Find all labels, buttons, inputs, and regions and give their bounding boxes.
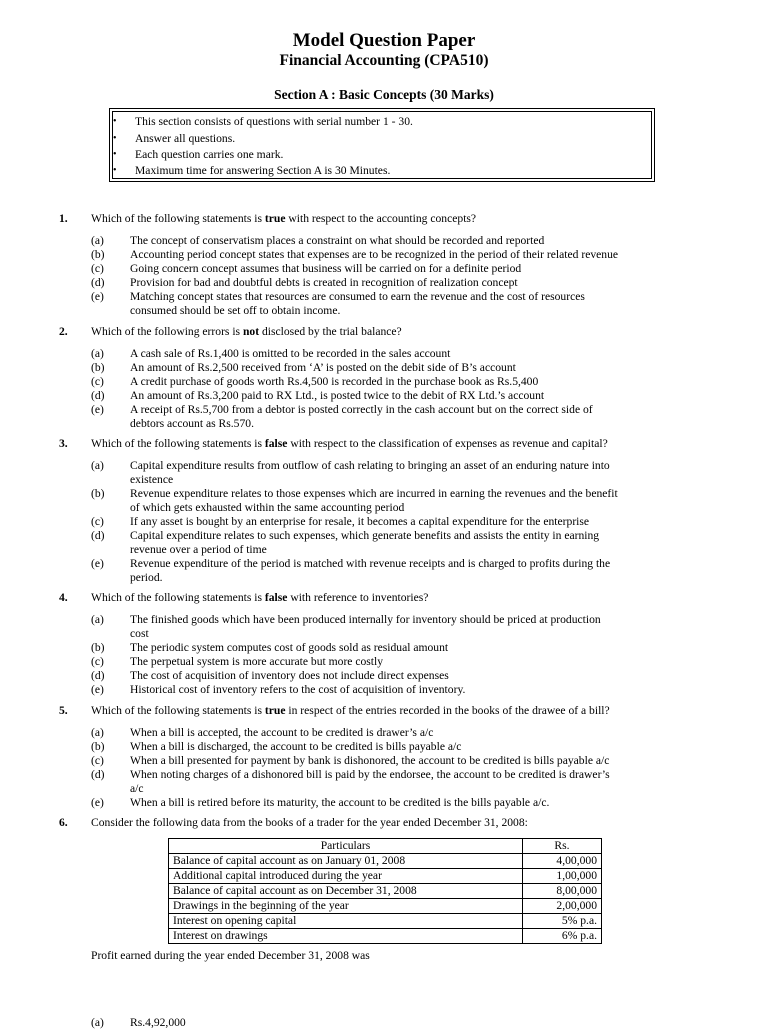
option-text — [130, 529, 670, 556]
option-text-line: Revenue expenditure relates to those expenses which are incurred in earning the revenues and the benefit — [130, 487, 618, 500]
header-amount: Rs. — [523, 839, 602, 854]
option-label: (d) — [91, 389, 105, 402]
option-text-line: a/c — [130, 781, 144, 795]
question-text-part: Which of the following statements is — [91, 212, 265, 225]
question-text-part: with respect to the classification of expenses as revenue and capital? — [287, 437, 608, 450]
row-particulars: Interest on opening capital — [169, 914, 523, 929]
paper-title: Model Question Paper — [292, 30, 476, 51]
instruction-text: Maximum time for answering Section A is 30 Minutes. — [135, 164, 391, 177]
option-text-line: When a bill is accepted, the account to be credited is drawer’s a/c — [130, 726, 434, 739]
option-label: (b) — [91, 248, 105, 261]
question-number: 6. — [59, 816, 68, 829]
question-keyword: true — [264, 704, 286, 717]
option-text-line: Revenue expenditure of the period is matched with revenue receipts and is charged to profits during the — [130, 557, 611, 570]
option-text-line: Historical cost of inventory refers to the cost of acquisition of inventory. — [130, 683, 466, 696]
option-text-line: When noting charges of a dishonored bill is paid by the endorsee, the account to be credited is drawer’s — [130, 768, 610, 781]
question-text — [91, 212, 691, 226]
option-label: (e) — [91, 557, 104, 570]
option-label: (a) — [91, 459, 104, 472]
option-label: (c) — [91, 655, 104, 668]
row-particulars: Drawings in the beginning of the year — [169, 899, 523, 914]
question-text — [91, 704, 691, 718]
table-row — [169, 854, 602, 869]
instruction-item — [113, 148, 653, 162]
option-text-line: Accounting period concept states that expenses are to be recognized in the period of their related revenue — [130, 248, 619, 261]
instruction-item — [113, 132, 653, 146]
option-text-line: An amount of Rs.3,200 paid to RX Ltd., is posted twice to the debit of RX Ltd.’s account — [130, 389, 545, 402]
row-amount: 5% p.a. — [523, 914, 602, 929]
option-text — [130, 262, 670, 276]
question-text-part: Which of the following statements is — [91, 591, 265, 604]
question-text — [91, 591, 691, 605]
option-label: (a) — [91, 1016, 104, 1029]
option-text-line: An amount of Rs.2,500 received from ‘A’ is posted on the debit side of B’s account — [130, 361, 516, 374]
section-heading: Section A : Basic Concepts (30 Marks) — [274, 87, 494, 102]
option-label: (b) — [91, 641, 105, 654]
question-text — [91, 816, 691, 830]
question-number: 2. — [59, 325, 68, 338]
question-number: 5. — [59, 704, 68, 717]
instruction-text: Each question carries one mark. — [135, 148, 284, 161]
option-label: (a) — [91, 613, 104, 626]
question-number: 1. — [59, 212, 68, 225]
table-row — [169, 899, 602, 914]
option-text-line: When a bill presented for payment by bank is dishonored, the account to be credited is bills payable a/c — [130, 754, 610, 767]
option-text — [130, 403, 670, 430]
table-row — [169, 869, 602, 884]
option-text — [130, 726, 670, 740]
row-particulars: Additional capital introduced during the year — [169, 869, 523, 884]
row-amount: 8,00,000 — [523, 884, 602, 899]
option-label: (e) — [91, 683, 104, 696]
option-text-line: When a bill is retired before its maturity, the account to be credited is the bills payable a/c. — [130, 796, 550, 809]
option-label: (b) — [91, 487, 105, 500]
option-text — [130, 613, 670, 640]
question-keyword: false — [264, 437, 288, 450]
question-text — [91, 325, 691, 339]
option-text — [130, 740, 670, 754]
option-text-line: The cost of acquisition of inventory does not include direct expenses — [130, 669, 449, 682]
bullet-icon: • — [113, 165, 117, 176]
option-text — [130, 487, 670, 514]
question-text-part: Which of the following errors is — [91, 325, 243, 338]
row-amount: 6% p.a. — [523, 929, 602, 944]
option-text — [130, 796, 670, 810]
question-keyword: false — [264, 591, 288, 604]
option-text — [130, 375, 670, 389]
row-amount: 1,00,000 — [523, 869, 602, 884]
option-text — [130, 347, 670, 361]
question-number: 4. — [59, 591, 68, 604]
option-label: (b) — [91, 361, 105, 374]
option-text-line: A credit purchase of goods worth Rs.4,500 is recorded in the purchase book as Rs.5,400 — [130, 375, 539, 388]
option-label: (b) — [91, 740, 105, 753]
option-text — [130, 290, 670, 317]
option-text — [130, 389, 670, 403]
option-text-line: A cash sale of Rs.1,400 is omitted to be recorded in the sales account — [130, 347, 451, 360]
option-text-line: debtors account as Rs.570. — [130, 416, 254, 430]
option-text-line: period. — [130, 570, 163, 584]
option-text-line: The perpetual system is more accurate but more costly — [130, 655, 384, 668]
option-text — [130, 557, 670, 584]
option-label: (c) — [91, 262, 104, 275]
option-text — [130, 641, 670, 655]
option-label: (a) — [91, 234, 104, 247]
question-text-part: with reference to inventories? — [287, 591, 429, 604]
option-label: (c) — [91, 375, 104, 388]
option-text-line: existence — [130, 472, 174, 486]
question-keyword: true — [264, 212, 286, 225]
capital-data-table — [168, 838, 602, 944]
option-text-line: A receipt of Rs.5,700 from a debtor is posted correctly in the cash account but on the correct side of — [130, 403, 593, 416]
instruction-text: This section consists of questions with serial number 1 - 30. — [135, 115, 413, 128]
question-number: 3. — [59, 437, 68, 450]
option-label: (d) — [91, 276, 105, 289]
option-label: (c) — [91, 515, 104, 528]
bullet-icon: • — [113, 116, 117, 127]
table-header-row — [169, 839, 602, 854]
option-text-line: If any asset is bought by an enterprise for resale, it becomes a capital expenditure for the enterprise — [130, 515, 590, 528]
option-text-line: consumed should be set off to obtain income. — [130, 303, 341, 317]
bullet-icon: • — [113, 149, 117, 160]
option-text — [130, 768, 670, 795]
option-text-line: of which gets exhausted within the same accounting period — [130, 500, 405, 514]
instruction-item — [113, 115, 653, 129]
option-label: (c) — [91, 754, 104, 767]
option-text-line: The periodic system computes cost of goods sold as residual amount — [130, 641, 449, 654]
question-keyword: not — [242, 325, 260, 338]
option-text — [130, 234, 670, 248]
option-text-line: The concept of conservatism places a constraint on what should be recorded and reported — [130, 234, 545, 247]
question-6-followup: Profit earned during the year ended December 31, 2008 was — [91, 949, 370, 962]
option-text-line: When a bill is discharged, the account to be credited is bills payable a/c — [130, 740, 462, 753]
question-text-part: Which of the following statements is — [91, 704, 265, 717]
option-text-line: revenue over a period of time — [130, 542, 267, 556]
option-text-line: Provision for bad and doubtful debts is created in recognition of realization concept — [130, 276, 518, 289]
option-text — [130, 515, 670, 529]
row-amount: 4,00,000 — [523, 854, 602, 869]
option-text — [130, 669, 670, 683]
question-text-part: with respect to the accounting concepts? — [285, 212, 477, 225]
option-text-line: Capital expenditure relates to such expenses, which generate benefits and assists the entity in earning — [130, 529, 600, 542]
option-label: (a) — [91, 726, 104, 739]
row-amount: 2,00,000 — [523, 899, 602, 914]
bullet-icon: • — [113, 133, 117, 144]
question-text-part: in respect of the entries recorded in the books of the drawee of a bill? — [285, 704, 610, 717]
option-text — [130, 655, 670, 669]
instruction-item — [113, 164, 653, 178]
option-label: (e) — [91, 403, 104, 416]
option-label: (a) — [91, 347, 104, 360]
row-particulars: Balance of capital account as on December 31, 2008 — [169, 884, 523, 899]
option-text: Rs.4,92,000 — [130, 1016, 186, 1029]
option-text-line: Going concern concept assumes that business will be carried on for a definite period — [130, 262, 522, 275]
option-text — [130, 248, 670, 262]
header-particulars: Particulars — [169, 839, 523, 854]
question-text-part: Which of the following statements is — [91, 437, 265, 450]
option-label: (d) — [91, 529, 105, 542]
option-text — [130, 276, 670, 290]
option-text — [130, 459, 670, 486]
question-text-part: disclosed by the trial balance? — [259, 325, 402, 338]
question-text — [91, 437, 691, 451]
option-label: (d) — [91, 768, 105, 781]
row-particulars: Balance of capital account as on January 01, 2008 — [169, 854, 523, 869]
paper-subtitle: Financial Accounting (CPA510) — [279, 52, 489, 69]
option-text-line: The finished goods which have been produced internally for inventory should be priced at production — [130, 613, 601, 626]
row-particulars: Interest on drawings — [169, 929, 523, 944]
instruction-text: Answer all questions. — [135, 132, 236, 145]
option-text-line: Matching concept states that resources are consumed to earn the revenue and the cost of resources — [130, 290, 585, 303]
table-row — [169, 914, 602, 929]
option-text — [130, 754, 670, 768]
option-label: (e) — [91, 796, 104, 809]
instructions-box — [112, 111, 652, 179]
table-row — [169, 929, 602, 944]
option-label: (e) — [91, 290, 104, 303]
option-label: (d) — [91, 669, 105, 682]
option-text-line: cost — [130, 626, 149, 640]
option-text-line: Capital expenditure results from outflow of cash relating to bringing an asset of an enduring nature into — [130, 459, 610, 472]
question-text-part: Consider the following data from the books of a trader for the year ended December 31, 2008: — [91, 816, 528, 829]
option-text — [130, 361, 670, 375]
option-text — [130, 683, 670, 697]
table-row — [169, 884, 602, 899]
